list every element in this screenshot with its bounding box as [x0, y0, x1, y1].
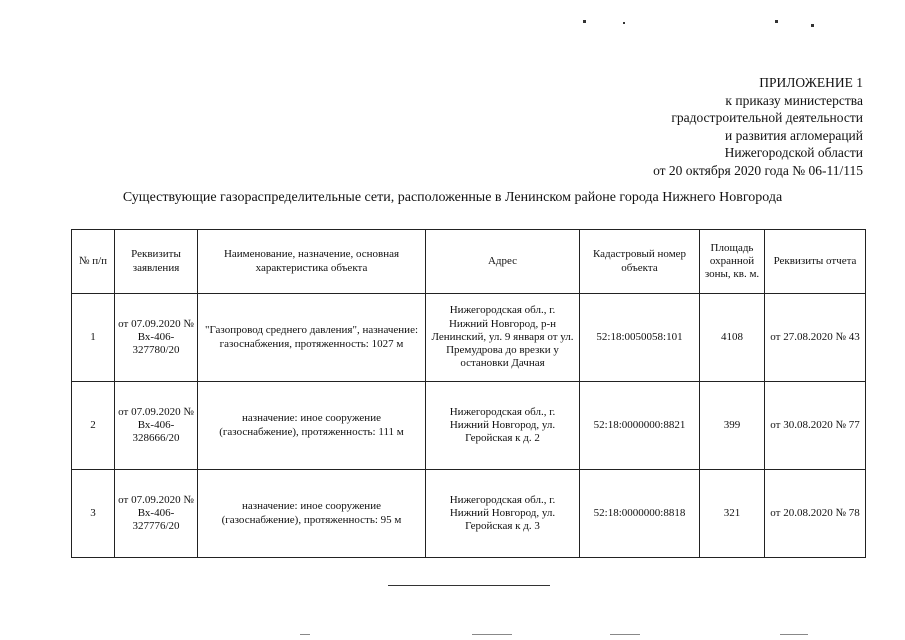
scan-artifact-line [610, 634, 640, 635]
cadastral-number: 52:18:0000000:8821 [580, 382, 700, 470]
cadastral-number: 52:18:0050058:101 [580, 294, 700, 382]
protection-zone-area: 321 [700, 470, 765, 558]
report-details: от 30.08.2020 № 77 [765, 382, 866, 470]
row-number: 2 [72, 382, 115, 470]
scan-artifact-line [300, 634, 310, 635]
column-header-cadastral: Кадастровый номер объекта [580, 230, 700, 294]
object-description: назначение: иное сооружение (газоснабжение), протяженность: 111 м [198, 382, 426, 470]
appendix-line: Нижегородской области [724, 145, 863, 160]
cadastral-number: 52:18:0000000:8818 [580, 470, 700, 558]
protection-zone-area: 399 [700, 382, 765, 470]
scan-artifact-line [780, 634, 808, 635]
row-number: 3 [72, 470, 115, 558]
appendix-number: ПРИЛОЖЕНИЕ 1 [759, 75, 863, 90]
table-row [72, 294, 866, 382]
report-details: от 20.08.2020 № 78 [765, 470, 866, 558]
column-header-report: Реквизиты отчета [765, 230, 866, 294]
object-address: Нижегородская обл., г. Нижний Новгород, р-н Ленинский, ул. 9 января от ул. Премудрова до врезки у остановки Дачная [426, 294, 580, 382]
document-title: Существующие газораспределительные сети, расположенные в Ленинском районе города Нижнего Новгорода [122, 190, 783, 205]
request-details: от 07.09.2020 № Вх-406-328666/20 [115, 382, 198, 470]
request-details: от 07.09.2020 № Вх-406-327776/20 [115, 470, 198, 558]
protection-zone-area: 4108 [700, 294, 765, 382]
table-row [72, 382, 866, 470]
object-address: Нижегородская обл., г. Нижний Новгород, ул. Геройская к д. 3 [426, 470, 580, 558]
appendix-line: градостроительной деятельности [671, 110, 863, 125]
object-description: назначение: иное сооружение (газоснабжение), протяженность: 95 м [198, 470, 426, 558]
scan-artifact-line [472, 634, 512, 635]
scan-speck [775, 20, 778, 23]
gas-networks-table [71, 229, 866, 558]
row-number: 1 [72, 294, 115, 382]
column-header-address: Адрес [426, 230, 580, 294]
order-date-number: от 20 октября 2020 года № 06-11/115 [653, 162, 863, 178]
table-row [72, 470, 866, 558]
object-address: Нижегородская обл., г. Нижний Новгород, ул. Геройская к д. 2 [426, 382, 580, 470]
column-header-object: Наименование, назначение, основная характеристика объекта [198, 230, 426, 294]
appendix-header [653, 74, 863, 179]
table-header-row [72, 230, 866, 294]
scan-speck [623, 22, 625, 24]
appendix-line: и развития агломераций [724, 127, 863, 143]
request-details: от 07.09.2020 № Вх-406-327780/20 [115, 294, 198, 382]
scan-speck [811, 24, 814, 27]
object-description: "Газопровод среднего давления", назначение: газоснабжения, протяженность: 1027 м [198, 294, 426, 382]
closing-divider [388, 585, 550, 586]
column-header-request: Реквизиты заявления [115, 230, 198, 294]
column-header-area: Площадь охранной зоны, кв. м. [700, 230, 765, 294]
scan-speck [583, 20, 586, 23]
column-header-number: № п/п [72, 230, 115, 294]
report-details: от 27.08.2020 № 43 [765, 294, 866, 382]
appendix-line: к приказу министерства [725, 92, 863, 108]
